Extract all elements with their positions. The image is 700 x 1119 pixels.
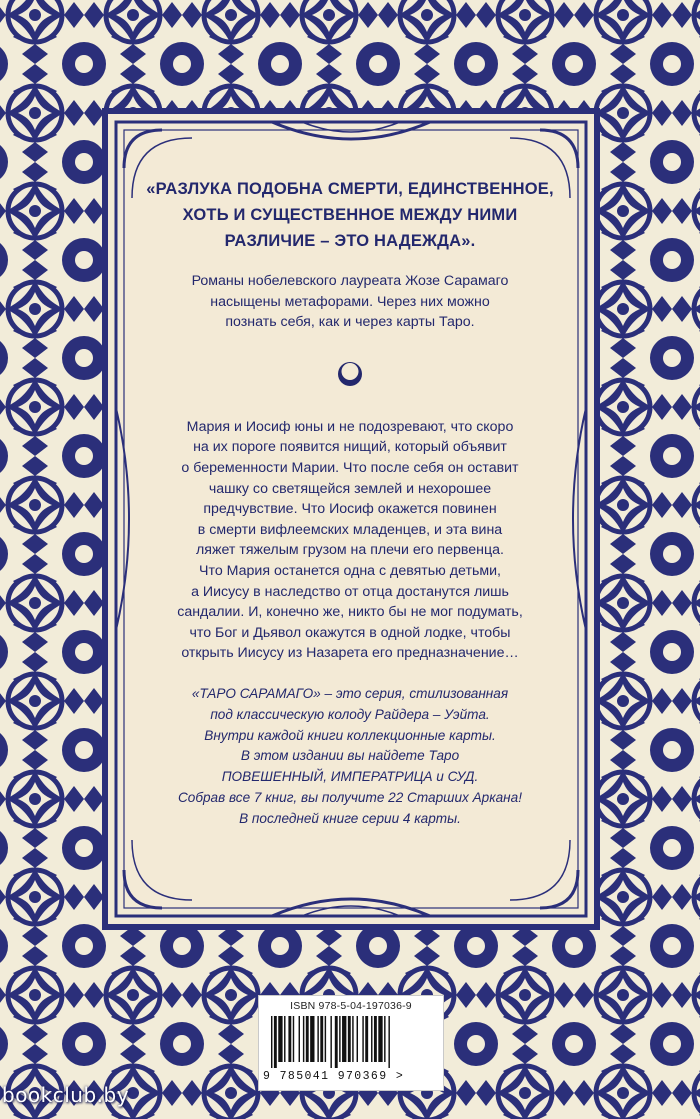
- barcode-bar: [306, 1016, 309, 1062]
- barcode-bar: [271, 1016, 272, 1068]
- barcode-bar: [274, 1016, 277, 1068]
- barcode-bar: [374, 1016, 377, 1062]
- barcode-bar: [317, 1016, 318, 1062]
- barcode-bar: [371, 1016, 372, 1062]
- synopsis-paragraph: [146, 417, 554, 664]
- text-line: предчувствие. Что Иосиф окажется повинен: [203, 501, 497, 518]
- text-line: Что Мария останется одна с девятью детьми,: [199, 562, 501, 579]
- text-line: ляжет тяжелым грузом на плечи его первенца.: [196, 542, 504, 559]
- barcode-bar: [339, 1016, 340, 1062]
- intro-paragraph: [146, 271, 554, 333]
- text-line: В этом издании вы найдете Таро: [240, 748, 460, 764]
- barcode: [258, 995, 444, 1091]
- text-line: сандалии. И, конечно же, никто бы не мог подумать,: [177, 604, 523, 621]
- site-watermark: bookclub.by: [2, 1083, 130, 1107]
- barcode-bar: [303, 1016, 304, 1062]
- text-line: насыщены метафорами. Через них можно: [210, 293, 490, 310]
- cover-text: [146, 176, 554, 829]
- barcode-bar: [288, 1016, 291, 1062]
- barcode-bar: [342, 1016, 346, 1062]
- divider: [146, 361, 554, 387]
- text-line: «ТАРО САРАМАГО» – это серия, стилизованная: [191, 685, 509, 701]
- text-line: под классическую колоду Райдера – Уэйта.: [210, 706, 490, 722]
- text-line: на их пороге появится нищий, который объявит: [193, 439, 507, 456]
- text-line: Романы нобелевского лауреата Жозе Сарамаго: [191, 273, 509, 289]
- epigraph-quote: [146, 176, 554, 254]
- text-line: в смерти вифлеемских младенцев, и эта вина: [197, 521, 503, 538]
- barcode-bar: [325, 1016, 326, 1062]
- barcode-bar: [348, 1016, 351, 1062]
- text-line: В последней книге серии 4 карты.: [239, 810, 461, 826]
- barcode-bar: [320, 1016, 323, 1062]
- quote-line: «РАЗЛУКА ПОДОБНА СМЕРТИ, ЕДИНСТВЕННОЕ,: [146, 180, 554, 198]
- barcode-bar: [293, 1016, 294, 1062]
- barcode-bar: [378, 1016, 382, 1062]
- series-info: [146, 684, 554, 830]
- quote-line: ХОТЬ И СУЩЕСТВЕННОЕ МЕЖДУ НИМИ: [182, 206, 518, 224]
- barcode-bar: [357, 1016, 358, 1062]
- text-line: ПОВЕШЕННЫЙ, ИМПЕРАТРИЦА и СУД.: [221, 769, 479, 785]
- barcode-digits: 9 785041 970369 >: [263, 1070, 405, 1083]
- barcode-bar: [384, 1016, 385, 1062]
- barcode-bar: [299, 1016, 300, 1062]
- barcode-bar: [335, 1016, 338, 1068]
- text-line: о беременности Марии. Что после себя он оставит: [181, 459, 519, 476]
- text-line: познать себя, как и через карты Таро.: [225, 314, 475, 331]
- barcode-bar: [365, 1016, 368, 1062]
- barcode-bars: [269, 1016, 433, 1068]
- text-line: а Иисусу в наследство от отца достанутся лишь: [191, 583, 509, 600]
- barcode-bar: [362, 1016, 363, 1062]
- text-line: Мария и Иосиф юны и не подозревают, что скоро: [186, 418, 514, 435]
- barcode-bar: [278, 1016, 282, 1062]
- barcode-bar: [388, 1016, 389, 1068]
- barcode-bar: [352, 1016, 353, 1062]
- quote-line: РАЗЛИЧИЕ – ЭТО НАДЕЖДА».: [224, 232, 476, 250]
- text-line: Собрав все 7 книг, вы получите 22 Старших Аркана!: [177, 789, 523, 805]
- barcode-bar: [310, 1016, 314, 1062]
- text-line: Внутри каждой книги коллекционные карты.: [204, 727, 496, 743]
- isbn-label: ISBN 978-5-04-197036-9: [290, 1000, 412, 1012]
- crescent-moon-icon: [337, 361, 363, 387]
- text-line: что Бог и Дьявол окажутся в одной лодке, чтобы: [189, 624, 511, 641]
- text-line: чашку со светящейся землей и нехорошее: [208, 480, 492, 497]
- text-line: открыть Иисусу из Назарета его предназначение…: [181, 645, 519, 662]
- barcode-bar: [284, 1016, 285, 1062]
- barcode-bar: [330, 1016, 331, 1068]
